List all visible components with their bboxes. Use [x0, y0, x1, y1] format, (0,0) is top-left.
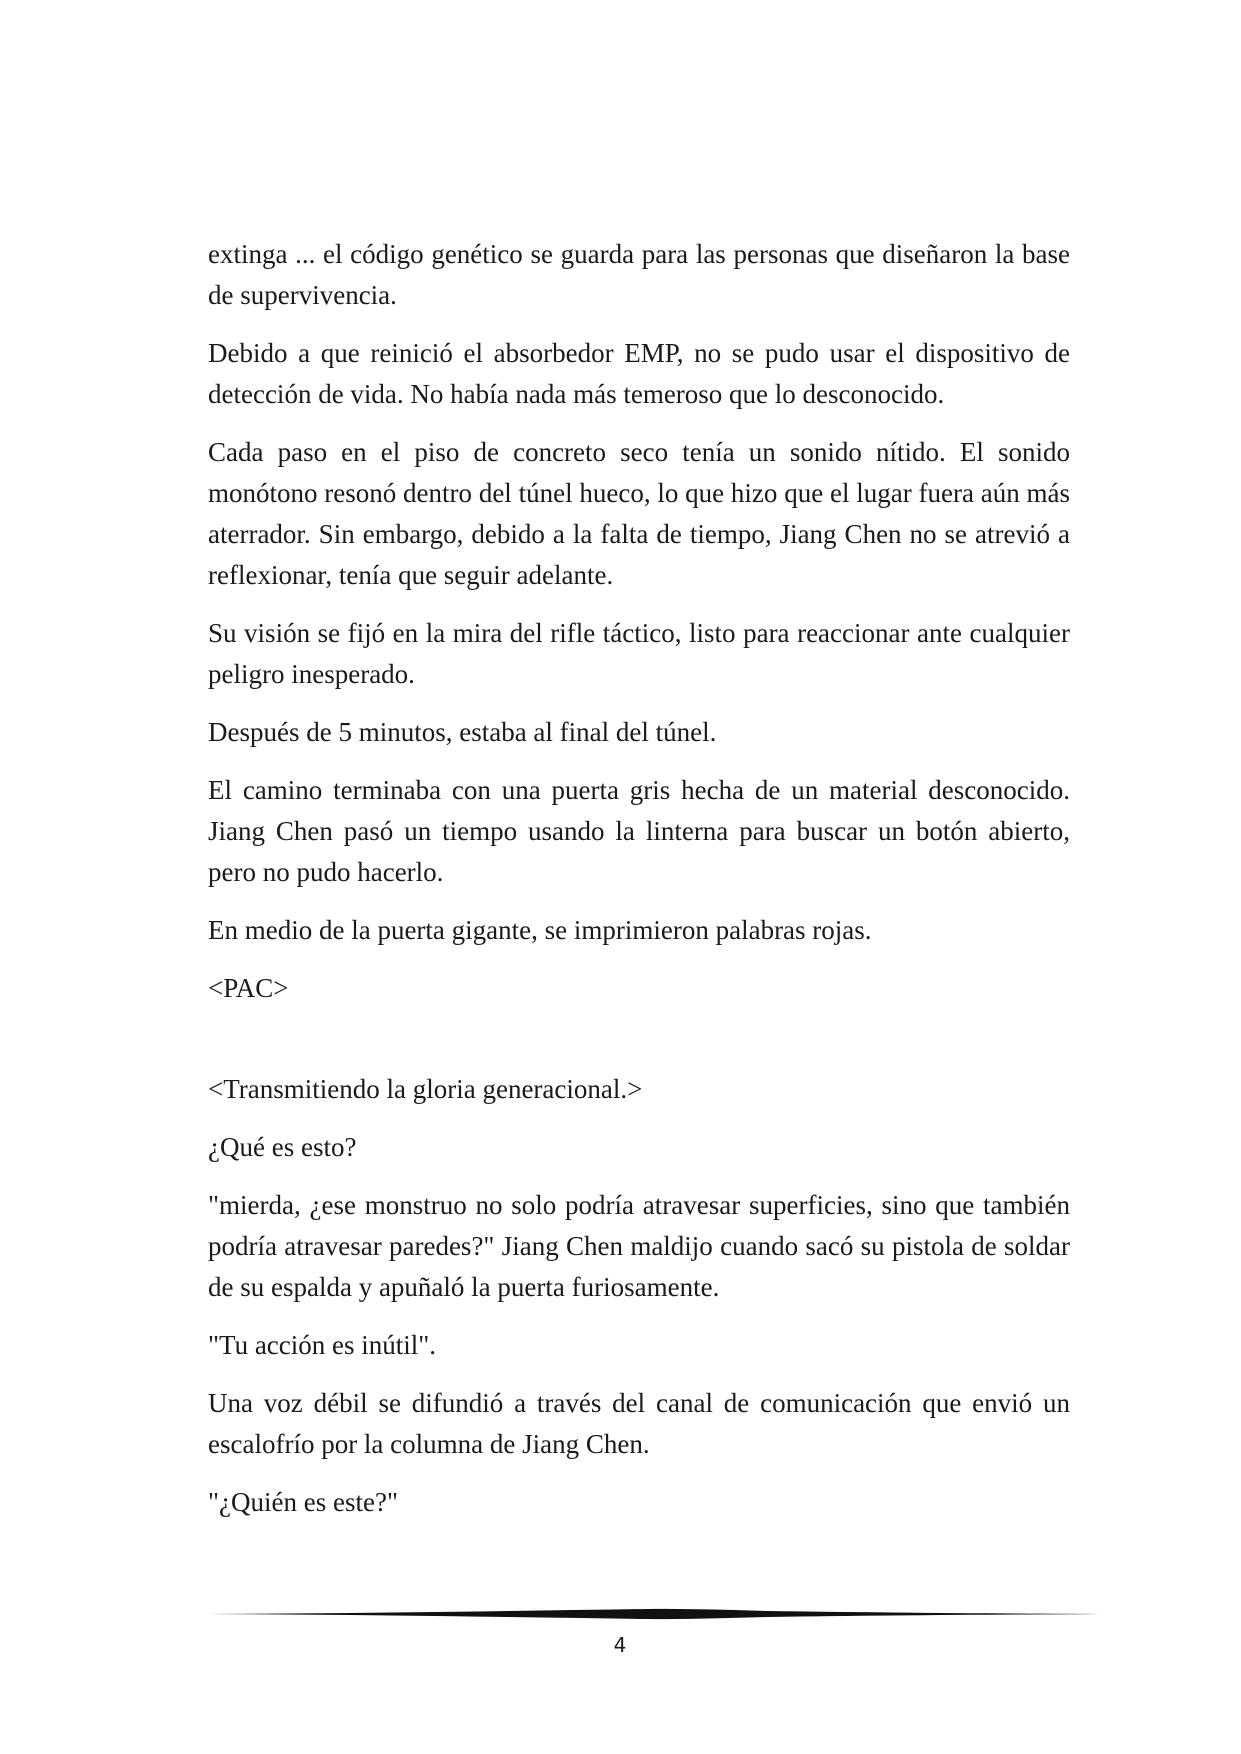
paragraph-7: En medio de la puerta gigante, se imprimieron palabras rojas. [208, 915, 872, 945]
body-text [208, 234, 1070, 1540]
paragraph-11: "mierda, ¿ese monstruo no solo podría atravesar superficies, sino que también podría atravesar paredes?" Jiang Chen maldijo cuando sacó su pistola de soldar de su espalda y apuñaló la puerta furiosamente. [208, 1190, 1070, 1302]
paragraph-8: <PAC> [208, 973, 289, 1003]
footer-divider [208, 1607, 1110, 1621]
paragraph-6: El camino terminaba con una puerta gris hecha de un material desconocido. Jiang Chen pasó un tiempo usando la linterna para buscar un botón abierto, pero no pudo hacerlo. [208, 775, 1070, 887]
paragraph-14: "¿Quién es este?" [208, 1487, 398, 1517]
paragraph-1: extinga ... el código genético se guarda para las personas que diseñaron la base de supervivencia. [208, 239, 1070, 310]
paragraph-9: <Transmitiendo la gloria generacional.> [208, 1074, 643, 1104]
paragraph-12: "Tu acción es inútil". [208, 1330, 437, 1360]
paragraph-4: Su visión se fijó en la mira del rifle táctico, listo para reaccionar ante cualquier peligro inesperado. [208, 618, 1070, 689]
paragraph-3: Cada paso en el piso de concreto seco tenía un sonido nítido. El sonido monótono resonó dentro del túnel hueco, lo que hizo que el lugar fuera aún más aterrador. Sin embargo, debido a la falta de tiempo, Jiang Chen no se atrevió a reflexionar, tenía que seguir adelante. [208, 437, 1070, 590]
paragraph-2: Debido a que reinició el absorbedor EMP, no se pudo usar el dispositivo de detección de vida. No había nada más temeroso que lo desconocido. [208, 338, 1070, 409]
page-number: 4 [613, 1633, 627, 1657]
paragraph-10: ¿Qué es esto? [208, 1132, 357, 1162]
paragraph-5: Después de 5 minutos, estaba al final del túnel. [208, 717, 717, 747]
paragraph-13: Una voz débil se difundió a través del canal de comunicación que envió un escalofrío por la columna de Jiang Chen. [208, 1388, 1070, 1459]
